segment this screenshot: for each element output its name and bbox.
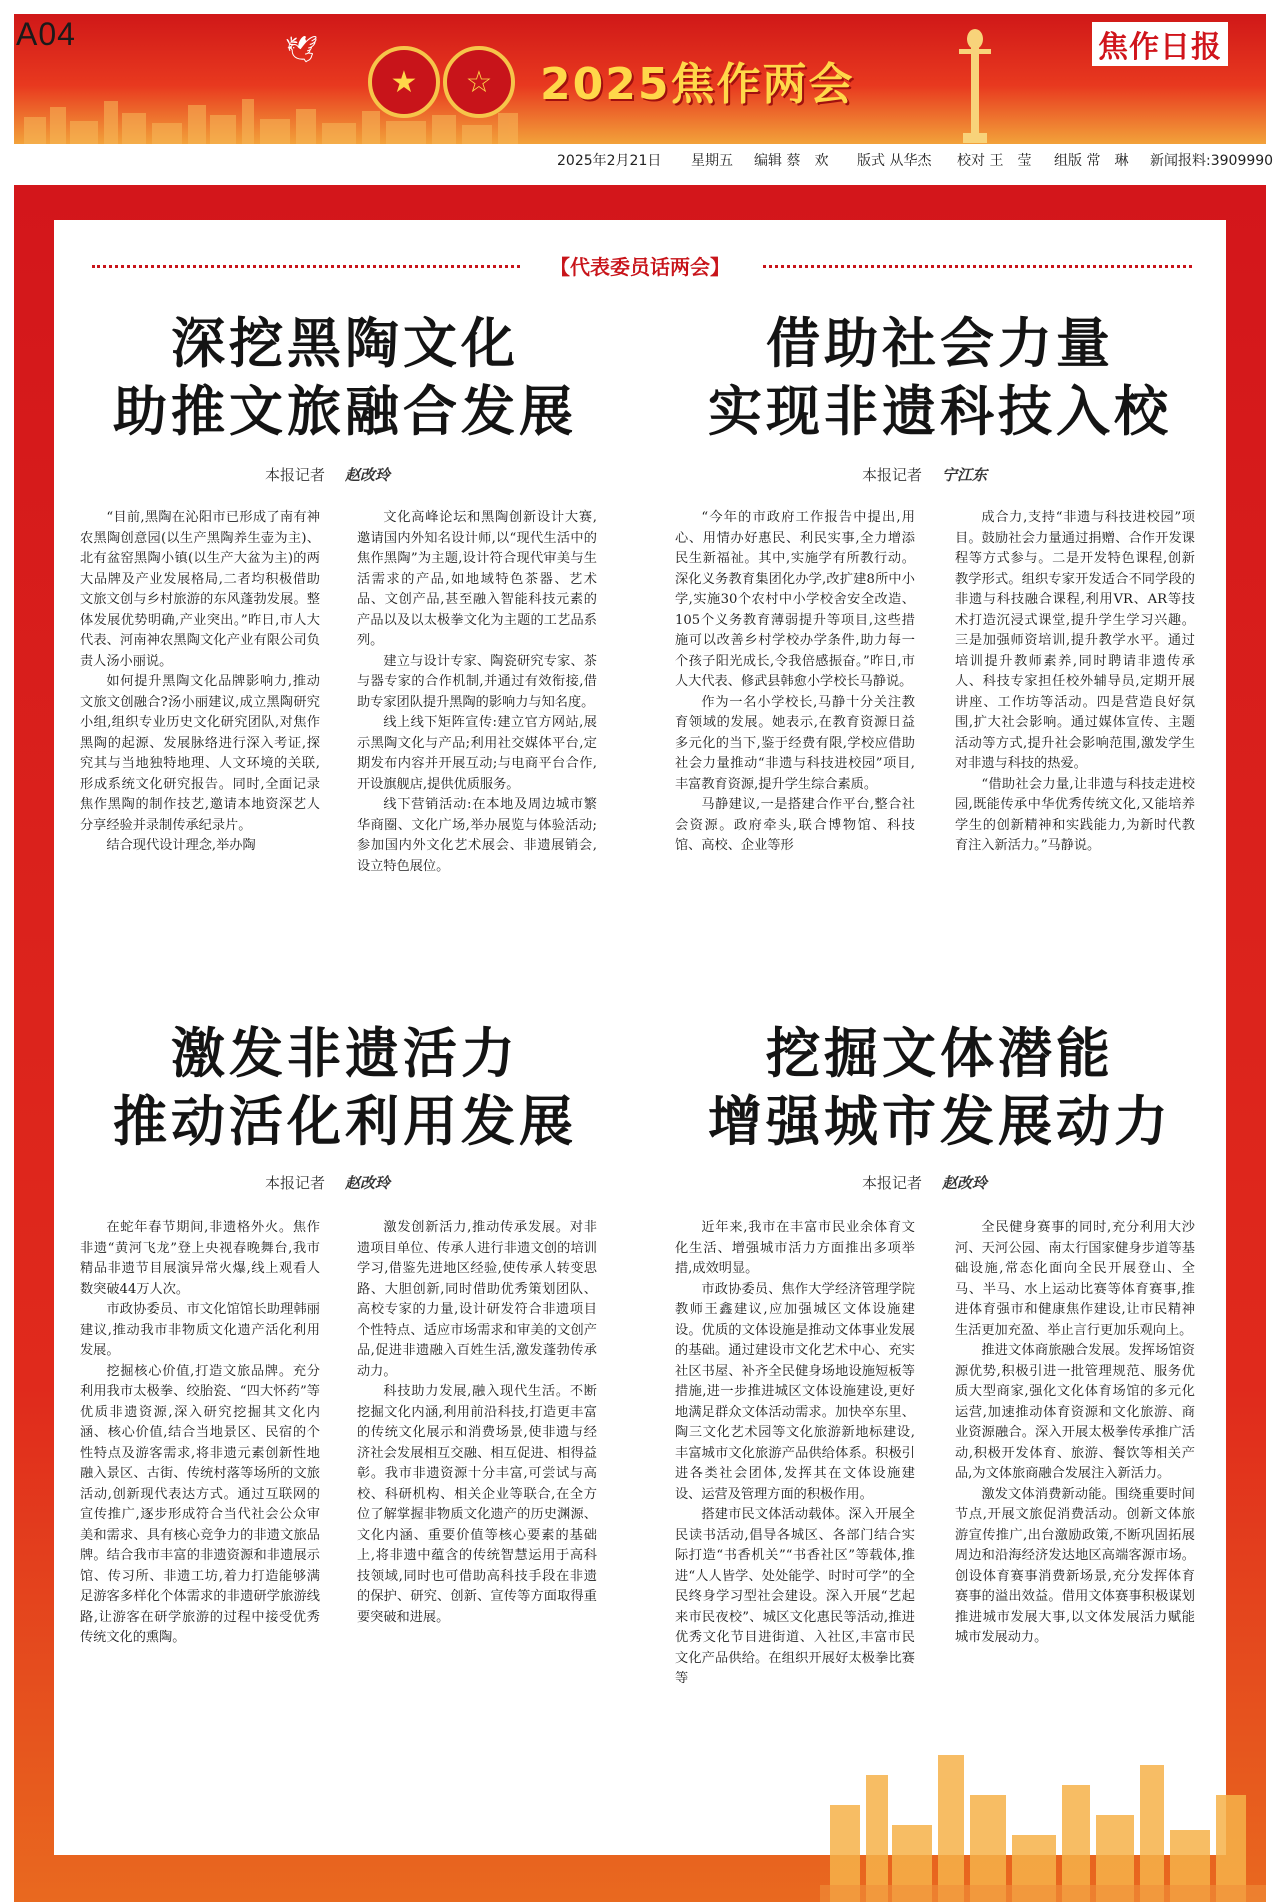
byline-role: 本报记者 [265, 466, 326, 484]
article-3-title-line1: 激发非遗活力 [171, 1022, 519, 1085]
article-3-byline [265, 1172, 390, 1193]
article-1-column-2 [357, 508, 597, 968]
paragraph: “今年的市政府工作报告中提出,用心、用情办好惠民、利民实事,全力增添民生新福祉。其中,实施学有所教行动。深化义务教育集团化办学,改扩建8所中小学,实施30个农村中小学校舍安全改造、105个义务教育薄弱提升等项目,这些措施可以改善乡村学校办学条件,助力每一个孩子阳光成长,令我倍感振奋。”昨日,市人大代表、修武县韩愈小学校长马静说。 [675, 510, 915, 689]
national-emblem-icon: ★ [368, 46, 440, 118]
huabiao-column-icon [955, 25, 995, 143]
dove-icon: 🕊 [285, 35, 319, 65]
compose-credit: 组版 常 琳 [1054, 153, 1129, 169]
byline-name: 赵改玲 [942, 1174, 988, 1192]
paragraph: 建立与设计专家、陶瓷研究专家、茶与器专家的合作机制,并通过有效衔接,借助专家团队提升黑陶的影响力与知名度。 [357, 653, 597, 710]
article-1-byline [265, 464, 390, 485]
article-2-title-line1: 借助社会力量 [766, 312, 1114, 375]
article-1-title-line1: 深挖黑陶文化 [171, 312, 519, 375]
byline-role: 本报记者 [862, 466, 923, 484]
weekday: 星期五 [691, 153, 733, 169]
paragraph: 马静建议,一是搭建合作平台,整合社会资源。政府牵头,联合博物馆、科技馆、高校、企业等形 [675, 797, 915, 853]
article-3-column-2 [357, 1218, 597, 1818]
article-3-title-line2: 推动活化利用发展 [113, 1090, 577, 1153]
paragraph: “目前,黑陶在沁阳市已形成了南有神农黑陶创意园(以生产黑陶养生壶为主)、北有盆窑黑陶小镇(以生产大盆为主)的两大品牌及产业发展格局,二者均积极借助文旅文创与乡村旅游的东风蓬勃发展。整体发展优势明确,产业突出。”昨日,市人大代表、河南神农黑陶文化产业有限公司负责人汤小丽说。 [80, 510, 320, 669]
banner-title: 2025焦作两会 [540, 59, 855, 110]
article-2-title [665, 310, 1215, 446]
publication-info-line [14, 150, 1274, 172]
paragraph: 全民健身赛事的同时,充分利用大沙河、天河公园、南太行国家健身步道等基础设施,常态化面向全民开展登山、全马、半马、水上运动比赛等体育赛事,推进体育强市和健康焦作建设,让市民精神生活更加充盈、举止言行更加乐观向上。 [955, 1220, 1195, 1338]
section-label: 【代表委员话两会】 [520, 251, 760, 280]
paragraph: 搭建市民文体活动载体。深入开展全民读书活动,倡导各城区、各部门结合实际打造“书香机关”“书香社区”等载体,推进“人人皆学、处处能学、时时可学”的全民终身学习型社会建设。深入开展“艺起来市民夜校”、城区文化惠民等活动,推进优秀文化节目进街道、入社区,丰富市民文化产品供给。在组织开展好太极拳比赛等 [675, 1507, 915, 1686]
article-2-column-1 [675, 508, 915, 968]
article-1-title-line2: 助推文旅融合发展 [113, 380, 577, 443]
paragraph: 科技助力发展,融入现代生活。不断挖掘文化内涵,利用前沿科技,打造更丰富的传统文化展示和消费场景,使非遗与经济社会发展相互交融、相互促进、相得益彰。我市非遗资源十分丰富,可尝试与高校、科研机构、相关企业等联合,在全方位了解掌握非物质文化遗产的历史渊源、文化内涵、重要价值等核心要素的基础上,将非遗中蕴含的传统智慧运用于高科技领域,同时也可借助高科技手段在非遗的保护、研究、创新、宣传等方面取得重要突破和进展。 [357, 1384, 597, 1625]
article-3-title [70, 1020, 620, 1156]
editor-credit: 编辑 蔡 欢 [754, 153, 829, 169]
paragraph: 激发文体消费新动能。围绕重要时间节点,开展文旅促消费活动。创新文体旅游宣传推广,出台激励政策,不断巩固拓展周边和沿海经济发达地区高端客源市场。创设体育赛事消费新场景,充分发挥体育赛事的溢出效益。借用文体赛事积极谋划推进城市发展大事,以文体发展活力赋能城市发展动力。 [955, 1486, 1195, 1645]
proofread-credit: 校对 王 莹 [957, 153, 1032, 169]
paragraph: 挖掘核心价值,打造文旅品牌。充分利用我市太极拳、绞胎瓷、“四大怀药”等优质非遗资源,深入研究挖掘其文化内涵、核心价值,结合当地景区、民宿的个性特点及游客需求,将非遗元素创新性地融入景区、古街、传统村落等场所的文旅活动,创新现代表达方式。通过互联网的宣传推广,逐步形成符合当代社会公众审美和需求、具有核心竞争力的非遗文旅品牌。结合我市丰富的非遗资源和非遗展示馆、传习所、非遗工坊,着力打造能够满足游客多样化个体需求的非遗研学旅游线路,让游客在研学旅游的过程中接受优秀传统文化的熏陶。 [80, 1363, 320, 1645]
article-3-column-1 [80, 1218, 320, 1818]
paragraph: “借助社会力量,让非遗与科技走进校园,既能传承中华优秀传统文化,又能培养学生的创新精神和实践能力,为新时代教育注入新活力。”马静说。 [955, 776, 1195, 853]
paragraph: 作为一名小学校长,马静十分关注教育领域的发展。她表示,在教育资源日益多元化的当下,鉴于经费有限,学校应借助社会力量推动“非遗与科技进校园”项目,丰富教育资源,提升学生综合素质。 [675, 694, 915, 792]
article-1-title [70, 310, 620, 446]
byline-role: 本报记者 [265, 1174, 326, 1192]
cppcc-emblem-icon: ☆ [443, 46, 515, 118]
article-4-column-2 [955, 1218, 1195, 1818]
article-2-column-2 [955, 508, 1195, 968]
byline-role: 本报记者 [862, 1174, 923, 1192]
byline-name: 宁江东 [942, 466, 988, 484]
paragraph: 市政协委员、焦作大学经济管理学院教师王鑫建议,应加强城区文体设施建设。优质的文体设施是推动文体事业发展的基础。通过建设市文化艺术中心、充实社区书屋、补齐全民健身场地设施短板等措施,进一步推进城区文体设施建设,更好地满足群众文体活动需求。加快卒东里、陶三文化艺术园等文化旅游新地标建设,丰富城市文化旅游产品供给体系。积极引进各类社会团体,发挥其在文体设施建设、运营及管理方面的积极作用。 [675, 1281, 915, 1502]
paragraph: 成合力,支持“非遗与科技进校园”项目。鼓励社会力量通过捐赠、合作开发课程等方式参与。二是开发特色课程,创新教学形式。组织专家开发适合不同学段的非遗与科技融合课程,利用VR、AR等技术打造沉浸式课堂,提升学生学习兴趣。三是加强师资培训,提升教学水平。通过培训提升教师素养,同时聘请非遗传承人、科技专家担任校外辅导员,定期开展讲座、工作坊等活动。四是营造良好氛围,扩大社会影响。通过媒体宣传、主题活动等方式,提升社会影响范围,激发学生对非遗与科技的热爱。 [955, 510, 1195, 771]
article-1-column-1 [80, 508, 320, 968]
article-2-title-line2: 实现非遗科技入校 [708, 380, 1172, 443]
article-4-title-line2: 增强城市发展动力 [708, 1090, 1172, 1153]
paragraph: 文化高峰论坛和黑陶创新设计大赛,邀请国内外知名设计师,以“现代生活中的焦作黑陶”为主题,设计符合现代审美与生活需求的产品,如地域特色茶器、艺术品、文创产品,甚至融入智能科技元素的产品以及以太极拳文化为主题的工艺品系列。 [357, 510, 597, 648]
paragraph: 线上线下矩阵宣传:建立官方网站,展示黑陶文化与产品;利用社交媒体平台,定期发布内容并开展互动;与电商平台合作,开设旗舰店,提供优质服务。 [357, 715, 597, 792]
article-4-byline [862, 1172, 987, 1193]
paragraph: 激发创新活力,推动传承发展。对非遗项目单位、传承人进行非遗文创的培训学习,借鉴先进地区经验,使传承人转变思路、大胆创新,同时借助优秀策划团队、高校专家的力量,设计研发符合非遗项目个性特点、适应市场需求和审美的文创产品,促进非遗融入百姓生活,激发蓬勃传承动力。 [357, 1220, 597, 1379]
article-4-title [665, 1020, 1215, 1156]
paragraph: 推进文体商旅融合发展。发挥场馆资源优势,积极引进一批管理规范、服务优质大型商家,强化文化体育场馆的多元化运营,加速推动体育资源和文化旅游、商业资源融合。深入开展太极拳传承推广活动,积极开发体育、旅游、餐饮等相关产品,为文体旅商融合发展注入新活力。 [955, 1343, 1195, 1481]
byline-name: 赵改玲 [345, 466, 391, 484]
bottom-dove-icon: 🕊🕊 [690, 1800, 777, 1840]
layout-credit: 版式 从华杰 [857, 153, 932, 169]
page-number: A04 [16, 16, 76, 52]
paragraph: 线下营销活动:在本地及周边城市繁华商圈、文化广场,举办展览与体验活动;参加国内外文化艺术展会、非遗展销会,设立特色展位。 [357, 797, 597, 874]
paragraph: 市政协委员、市文化馆馆长助理韩丽建议,推动我市非物质文化遗产活化利用发展。 [80, 1302, 320, 1358]
news-hotline: 新闻报料:3909990 [1150, 153, 1274, 169]
article-4-column-1 [675, 1218, 915, 1818]
paragraph: 结合现代设计理念,举办陶 [106, 838, 256, 853]
article-4-title-line1: 挖掘文体潜能 [766, 1022, 1114, 1085]
newspaper-logo: 焦作日报 [1092, 22, 1228, 66]
article-2-byline [862, 464, 987, 485]
byline-name: 赵改玲 [345, 1174, 391, 1192]
publish-date: 2025年2月21日 [557, 153, 662, 169]
paragraph: 如何提升黑陶文化品牌影响力,推动文旅文创融合?汤小丽建议,成立黑陶研究小组,组织专业历史文化研究团队,对焦作黑陶的起源、发展脉络进行深入考证,探究其与当地独特地理、人文环境的关联,形成系统文化研究报告。同时,全面记录焦作黑陶的制作技艺,邀请本地资深艺人分享经验并录制传承纪录片。 [80, 674, 320, 833]
paragraph: 在蛇年春节期间,非遗格外火。焦作非遗“黄河飞龙”登上央视春晚舞台,我市精品非遗节目展演异常火爆,线上观看人数突破44万人次。 [80, 1220, 320, 1297]
paragraph: 近年来,我市在丰富市民业余体育文化生活、增强城市活力方面推出多项举措,成效明显。 [675, 1220, 915, 1276]
